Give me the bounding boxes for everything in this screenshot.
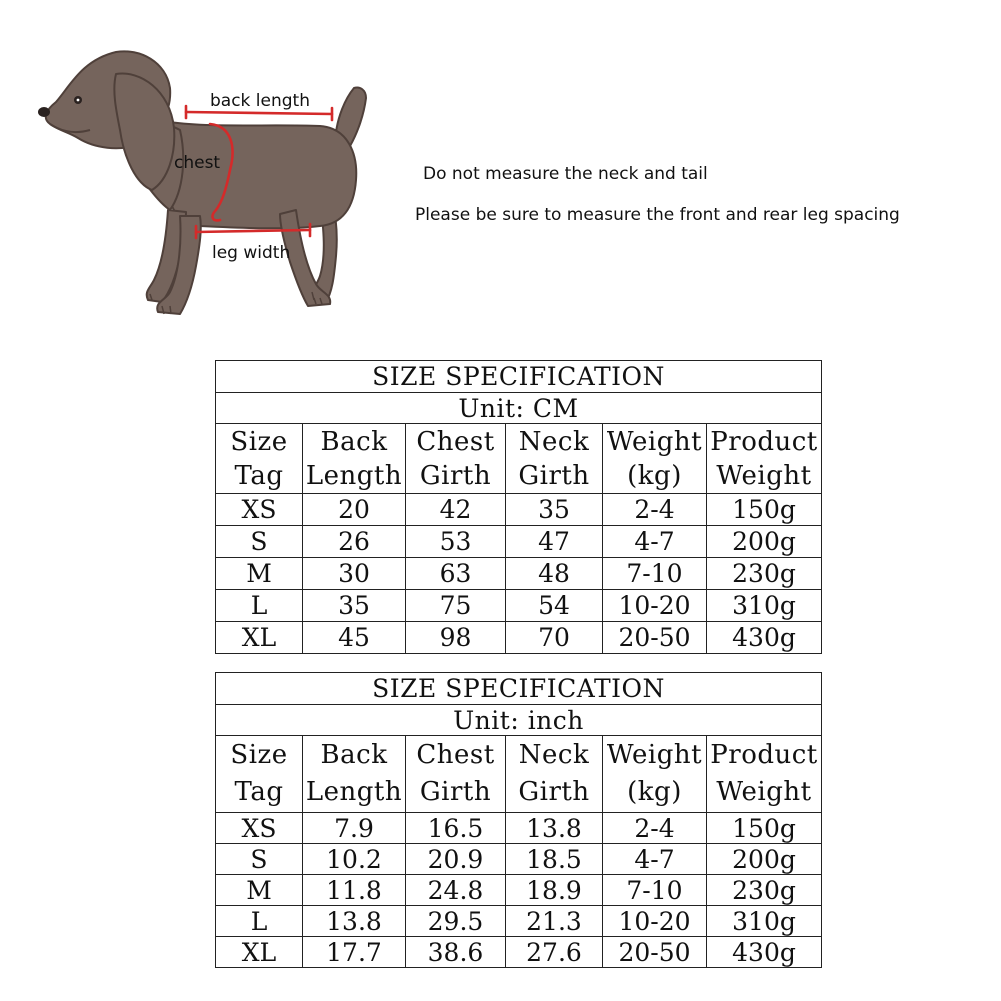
header-weight-kg: Weight (kg) — [603, 736, 707, 813]
cell-size: L — [216, 906, 303, 937]
cell-product-weight: 230g — [707, 875, 822, 906]
header-chest-girth: Chest Girth — [406, 424, 506, 494]
header-size-tag: Size Tag — [216, 736, 303, 813]
cell-back-length: 17.7 — [303, 937, 406, 968]
cell-back-length: 10.2 — [303, 844, 406, 875]
cell-weight: 2-4 — [603, 813, 707, 844]
table-row — [216, 844, 822, 875]
cell-product-weight: 430g — [707, 622, 822, 654]
cell-product-weight: 430g — [707, 937, 822, 968]
cell-neck-girth: 21.3 — [506, 906, 603, 937]
cell-back-length: 7.9 — [303, 813, 406, 844]
cell-product-weight: 150g — [707, 813, 822, 844]
cell-size: XS — [216, 813, 303, 844]
cell-neck-girth: 70 — [506, 622, 603, 654]
cell-product-weight: 310g — [707, 590, 822, 622]
cell-back-length: 35 — [303, 590, 406, 622]
cell-back-length: 30 — [303, 558, 406, 590]
table-row — [216, 526, 822, 558]
cell-product-weight: 200g — [707, 526, 822, 558]
dog-measurement-diagram — [20, 30, 380, 330]
cell-size: XL — [216, 622, 303, 654]
header-back-length: Back Length — [303, 736, 406, 813]
header-neck-girth: Neck Girth — [506, 736, 603, 813]
chest-label: chest — [174, 153, 221, 173]
cell-product-weight: 200g — [707, 844, 822, 875]
table-title: SIZE SPECIFICATION — [216, 673, 822, 705]
header-back-length: Back Length — [303, 424, 406, 494]
cell-weight: 20-50 — [603, 937, 707, 968]
header-chest-girth: Chest Girth — [406, 736, 506, 813]
table-row — [216, 590, 822, 622]
table-row — [216, 622, 822, 654]
cell-chest-girth: 63 — [406, 558, 506, 590]
table-title: SIZE SPECIFICATION — [216, 361, 822, 393]
table-row — [216, 937, 822, 968]
cell-neck-girth: 54 — [506, 590, 603, 622]
cell-size: XL — [216, 937, 303, 968]
cell-weight: 4-7 — [603, 526, 707, 558]
back-length-line — [186, 112, 332, 114]
cell-neck-girth: 48 — [506, 558, 603, 590]
dog-silhouette — [46, 51, 366, 314]
cell-chest-girth: 29.5 — [406, 906, 506, 937]
leg-width-label: leg width — [212, 243, 291, 263]
cell-weight: 10-20 — [603, 906, 707, 937]
cell-size: S — [216, 526, 303, 558]
cell-chest-girth: 42 — [406, 494, 506, 526]
cell-back-length: 11.8 — [303, 875, 406, 906]
size-table-inch — [215, 672, 822, 968]
header-size-tag: Size Tag — [216, 424, 303, 494]
cell-neck-girth: 18.5 — [506, 844, 603, 875]
table-row — [216, 813, 822, 844]
size-table-cm — [215, 360, 822, 654]
cell-weight: 7-10 — [603, 875, 707, 906]
back-length-label: back length — [210, 91, 310, 111]
cell-chest-girth: 20.9 — [406, 844, 506, 875]
cell-size: S — [216, 844, 303, 875]
header-product-weight: Product Weight — [707, 424, 822, 494]
cell-neck-girth: 18.9 — [506, 875, 603, 906]
dog-illustration — [20, 30, 380, 330]
header-neck-girth: Neck Girth — [506, 424, 603, 494]
cell-chest-girth: 53 — [406, 526, 506, 558]
cell-back-length: 20 — [303, 494, 406, 526]
table-row — [216, 906, 822, 937]
cell-weight: 2-4 — [603, 494, 707, 526]
cell-weight: 20-50 — [603, 622, 707, 654]
header-product-weight: Product Weight — [707, 736, 822, 813]
cell-weight: 10-20 — [603, 590, 707, 622]
cell-weight: 7-10 — [603, 558, 707, 590]
cell-size: M — [216, 875, 303, 906]
measure-note-neck-tail: Do not measure the neck and tail — [423, 164, 708, 184]
header-weight-kg: Weight (kg) — [603, 424, 707, 494]
cell-back-length: 26 — [303, 526, 406, 558]
cell-neck-girth: 35 — [506, 494, 603, 526]
cell-size: XS — [216, 494, 303, 526]
cell-neck-girth: 47 — [506, 526, 603, 558]
cell-chest-girth: 16.5 — [406, 813, 506, 844]
cell-weight: 4-7 — [603, 844, 707, 875]
cell-chest-girth: 38.6 — [406, 937, 506, 968]
nose-icon — [38, 107, 50, 117]
table-row — [216, 875, 822, 906]
cell-neck-girth: 13.8 — [506, 813, 603, 844]
cell-chest-girth: 24.8 — [406, 875, 506, 906]
cell-product-weight: 150g — [707, 494, 822, 526]
cell-product-weight: 230g — [707, 558, 822, 590]
table-unit: Unit: CM — [216, 393, 822, 424]
cell-chest-girth: 98 — [406, 622, 506, 654]
cell-size: L — [216, 590, 303, 622]
measure-note-leg-spacing: Please be sure to measure the front and rear leg spacing — [415, 205, 900, 225]
table-row — [216, 558, 822, 590]
table-row — [216, 494, 822, 526]
cell-chest-girth: 75 — [406, 590, 506, 622]
cell-neck-girth: 27.6 — [506, 937, 603, 968]
cell-product-weight: 310g — [707, 906, 822, 937]
cell-back-length: 13.8 — [303, 906, 406, 937]
cell-size: M — [216, 558, 303, 590]
table-unit: Unit: inch — [216, 705, 822, 736]
cell-back-length: 45 — [303, 622, 406, 654]
